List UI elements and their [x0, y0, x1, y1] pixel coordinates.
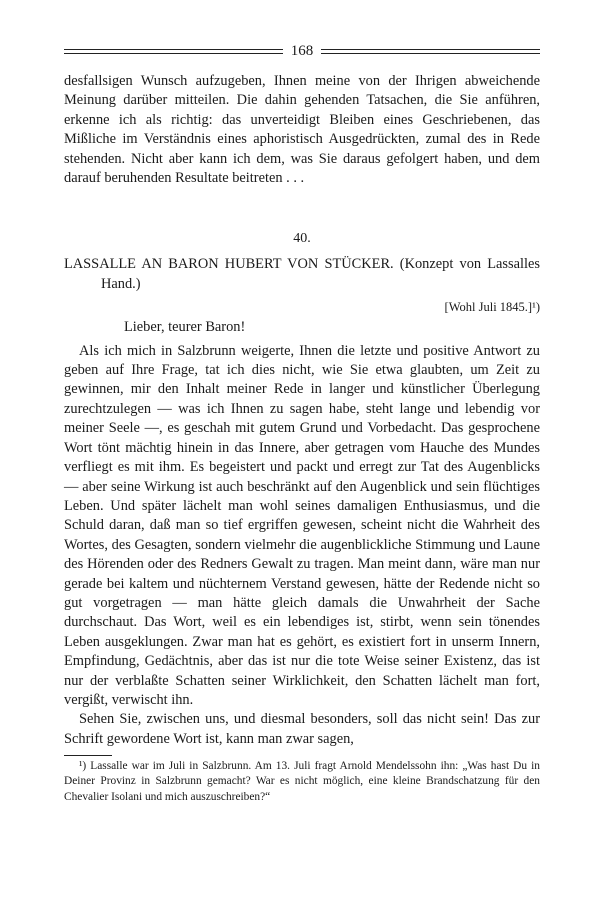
letter-heading: LASSALLE AN BARON HUBERT VON STÜCKER. (Konzept von Lassalles Hand.)	[64, 256, 540, 292]
letter-number: 40.	[293, 231, 311, 247]
page-number: 168	[290, 42, 314, 59]
footnote: ¹) Lassalle war im Juli in Salzbrunn. Am 13. Juli fragt Arnold Mendelssohn ihn: „Was hast Du in Deiner Provinz in Salzbrunn gemacht? War es nicht möglich, eine kleine Brandschatzung für den Chevalier Isolani und mich auszuschreiben?“	[64, 760, 540, 803]
book-page	[64, 40, 540, 805]
continuation-paragraph: desfallsigen Wunsch aufzugeben, Ihnen meine von der Ihrigen abweichende Meinung darüber mitteilen. Die dahin gehenden Tatsachen, die Sie anführen, erkenne ich als richtig: das unverteidigt Bleiben eines Geschriebenen, das Mißliche im Verständnis eines aphoristisch Ausgedrückten, zumal des in Rede stehenden. Nicht aber kann ich dem, was Sie daraus gefolgert haben, und dem darauf beruhenden Resultate beitreten . . .	[64, 73, 540, 187]
header-rule-right	[321, 49, 540, 54]
page-header	[64, 40, 540, 62]
header-rule-left	[64, 49, 283, 54]
letter-paragraph-2: Sehen Sie, zwischen uns, und diesmal besonders, soll das nicht sein! Das zur Schrift gewordene Wort ist, kann man zwar sagen,	[64, 711, 540, 747]
letter-paragraph-1: Als ich mich in Salzbrunn weigerte, Ihnen die letzte und positive Antwort zu geben auf Ihre Frage, tat ich dies nicht, wie Sie etwa glaubten, um Zeit zu gewinnen, mir den Inhalt meiner Rede in langer und künstlicher Überlegung zurechtzulegen — was ich Ihnen zu sagen habe, steht lange und lebendig vor meiner Seele —, es geschah mit gutem Grund und Vorbedacht. Das gesprochene Wort tönt mächtig hinein in das Innere, aber getragen vom Hauche des Mundes verfliegt es mit ihm. Es begeistert und packt und erregt zur Tat des Augenblicks — aber seine Wirkung ist auch beschränkt auf den Augenblick und sein flüchtiges Leben. Und später lächelt man wohl seines damaligen Enthusiasmus, und die Schuld daran, daß man so tief ergriffen gewesen, scheint nicht die Wahrheit des Wortes, des Gesagten, sondern vielmehr die augenblickliche Stimmung und Laune des Hörenden oder des Redners Gewalt zu tragen. Man meint dann, wäre man nur gerade bei kaltem und nüchternem Verstand gewesen, hätte der Redende nicht so gut vorgetragen — man hätte gleich damals die Unwahrheit der Sache durchschaut. Das Wort, weil es ein lebendiges ist, stirbt, wenn sein tönendes Leben ausgeklungen. Zwar man hat es gehört, es existiert fort in unserm Innern, Empfindung, Gedächtnis, aber das ist nur die tote Weise seiner Existenz, das ist nur der verblaßte Schatten seiner Wirklichkeit, den Schatten lächelt man fort, vergißt, verwischt ihn.	[64, 342, 540, 708]
footnote-rule	[64, 755, 112, 756]
letter-salutation: Lieber, teurer Baron!	[124, 319, 246, 336]
letter-date: [Wohl Juli 1845.]¹)	[444, 300, 540, 315]
